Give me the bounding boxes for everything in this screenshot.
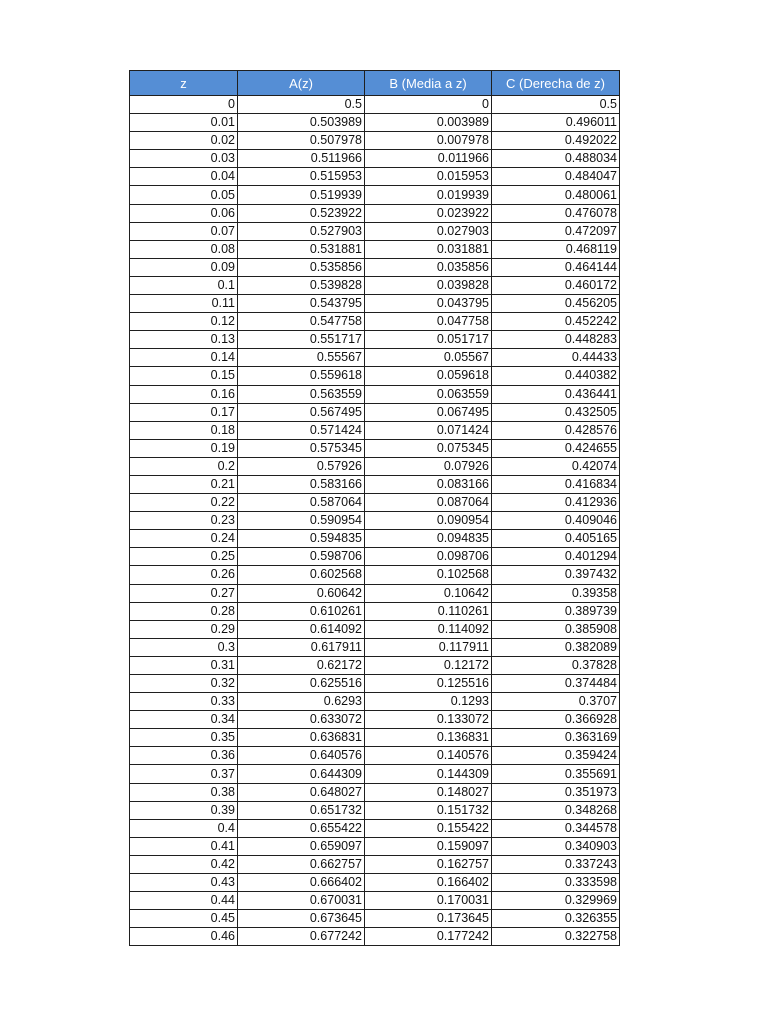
cell-c[interactable]: 0.496011 bbox=[492, 114, 620, 132]
cell-z[interactable]: 0.35 bbox=[130, 729, 238, 747]
cell-a[interactable]: 0.610261 bbox=[238, 602, 365, 620]
table-row bbox=[130, 349, 620, 367]
cell-a[interactable]: 0.670031 bbox=[238, 892, 365, 910]
cell-a[interactable]: 0.547758 bbox=[238, 313, 365, 331]
table-row bbox=[130, 910, 620, 928]
cell-z[interactable]: 0.44 bbox=[130, 892, 238, 910]
table-row bbox=[130, 494, 620, 512]
cell-z[interactable]: 0.38 bbox=[130, 783, 238, 801]
cell-c[interactable]: 0.344578 bbox=[492, 819, 620, 837]
cell-c[interactable]: 0.484047 bbox=[492, 168, 620, 186]
cell-c[interactable]: 0.3707 bbox=[492, 693, 620, 711]
cell-b[interactable]: 0.133072 bbox=[365, 711, 492, 729]
cell-b[interactable]: 0.075345 bbox=[365, 439, 492, 457]
cell-z[interactable]: 0.36 bbox=[130, 747, 238, 765]
cell-c[interactable]: 0.440382 bbox=[492, 367, 620, 385]
table-row bbox=[130, 819, 620, 837]
cell-b[interactable]: 0.019939 bbox=[365, 186, 492, 204]
cell-c[interactable]: 0.401294 bbox=[492, 548, 620, 566]
cell-c[interactable]: 0.448283 bbox=[492, 331, 620, 349]
cell-z[interactable]: 0.16 bbox=[130, 385, 238, 403]
cell-z[interactable]: 0.08 bbox=[130, 240, 238, 258]
cell-a[interactable]: 0.617911 bbox=[238, 638, 365, 656]
cell-b[interactable]: 0.039828 bbox=[365, 276, 492, 294]
column-header-b[interactable]: B (Media a z) bbox=[365, 71, 492, 96]
table-row bbox=[130, 168, 620, 186]
table-row bbox=[130, 457, 620, 475]
table-header bbox=[130, 71, 620, 96]
table-row bbox=[130, 837, 620, 855]
cell-c[interactable]: 0.405165 bbox=[492, 530, 620, 548]
cell-a[interactable]: 0.57926 bbox=[238, 457, 365, 475]
cell-z[interactable]: 0.22 bbox=[130, 494, 238, 512]
cell-c[interactable]: 0.456205 bbox=[492, 295, 620, 313]
header-row bbox=[130, 71, 620, 96]
cell-a[interactable]: 0.523922 bbox=[238, 204, 365, 222]
table-row bbox=[130, 96, 620, 114]
cell-a[interactable]: 0.527903 bbox=[238, 222, 365, 240]
cell-c[interactable]: 0.432505 bbox=[492, 403, 620, 421]
cell-c[interactable]: 0.351973 bbox=[492, 783, 620, 801]
cell-c[interactable]: 0.37828 bbox=[492, 656, 620, 674]
cell-a[interactable]: 0.515953 bbox=[238, 168, 365, 186]
cell-b[interactable]: 0.110261 bbox=[365, 602, 492, 620]
cell-b[interactable]: 0.043795 bbox=[365, 295, 492, 313]
cell-z[interactable]: 0.32 bbox=[130, 675, 238, 693]
cell-a[interactable]: 0.590954 bbox=[238, 512, 365, 530]
cell-a[interactable]: 0.531881 bbox=[238, 240, 365, 258]
table-row bbox=[130, 855, 620, 873]
cell-c[interactable]: 0.5 bbox=[492, 96, 620, 114]
table-row bbox=[130, 765, 620, 783]
cell-b[interactable]: 0.155422 bbox=[365, 819, 492, 837]
cell-c[interactable]: 0.374484 bbox=[492, 675, 620, 693]
table-row bbox=[130, 240, 620, 258]
cell-a[interactable]: 0.662757 bbox=[238, 855, 365, 873]
table-row bbox=[130, 693, 620, 711]
table-row bbox=[130, 711, 620, 729]
cell-c[interactable]: 0.416834 bbox=[492, 475, 620, 493]
cell-a[interactable]: 0.666402 bbox=[238, 874, 365, 892]
cell-c[interactable]: 0.488034 bbox=[492, 150, 620, 168]
cell-z[interactable]: 0.12 bbox=[130, 313, 238, 331]
cell-z[interactable]: 0.21 bbox=[130, 475, 238, 493]
cell-c[interactable]: 0.436441 bbox=[492, 385, 620, 403]
cell-b[interactable]: 0.083166 bbox=[365, 475, 492, 493]
table-row bbox=[130, 892, 620, 910]
cell-b[interactable]: 0.144309 bbox=[365, 765, 492, 783]
cell-b[interactable]: 0.090954 bbox=[365, 512, 492, 530]
cell-b[interactable]: 0.117911 bbox=[365, 638, 492, 656]
cell-z[interactable]: 0.41 bbox=[130, 837, 238, 855]
table-row bbox=[130, 783, 620, 801]
cell-a[interactable]: 0.598706 bbox=[238, 548, 365, 566]
cell-z[interactable]: 0.33 bbox=[130, 693, 238, 711]
table-row bbox=[130, 530, 620, 548]
cell-z[interactable]: 0.24 bbox=[130, 530, 238, 548]
cell-a[interactable]: 0.640576 bbox=[238, 747, 365, 765]
table-row bbox=[130, 150, 620, 168]
table-row bbox=[130, 548, 620, 566]
cell-b[interactable]: 0.07926 bbox=[365, 457, 492, 475]
cell-c[interactable]: 0.460172 bbox=[492, 276, 620, 294]
cell-c[interactable]: 0.464144 bbox=[492, 258, 620, 276]
cell-c[interactable]: 0.452242 bbox=[492, 313, 620, 331]
cell-b[interactable]: 0.151732 bbox=[365, 801, 492, 819]
cell-z[interactable]: 0.17 bbox=[130, 403, 238, 421]
cell-c[interactable]: 0.476078 bbox=[492, 204, 620, 222]
cell-z[interactable]: 0.34 bbox=[130, 711, 238, 729]
cell-b[interactable]: 0.094835 bbox=[365, 530, 492, 548]
cell-a[interactable]: 0.625516 bbox=[238, 675, 365, 693]
cell-b[interactable]: 0.003989 bbox=[365, 114, 492, 132]
table-row bbox=[130, 385, 620, 403]
cell-b[interactable]: 0.148027 bbox=[365, 783, 492, 801]
cell-z[interactable]: 0.09 bbox=[130, 258, 238, 276]
cell-b[interactable]: 0.063559 bbox=[365, 385, 492, 403]
cell-a[interactable]: 0.563559 bbox=[238, 385, 365, 403]
cell-b[interactable]: 0.12172 bbox=[365, 656, 492, 674]
table-row bbox=[130, 222, 620, 240]
cell-z[interactable]: 0.13 bbox=[130, 331, 238, 349]
cell-z[interactable]: 0.03 bbox=[130, 150, 238, 168]
cell-z[interactable]: 0.15 bbox=[130, 367, 238, 385]
cell-c[interactable]: 0.340903 bbox=[492, 837, 620, 855]
table-row bbox=[130, 620, 620, 638]
cell-z[interactable]: 0.4 bbox=[130, 819, 238, 837]
cell-b[interactable]: 0.159097 bbox=[365, 837, 492, 855]
table-row bbox=[130, 204, 620, 222]
cell-a[interactable]: 0.535856 bbox=[238, 258, 365, 276]
cell-c[interactable]: 0.472097 bbox=[492, 222, 620, 240]
cell-b[interactable]: 0.1293 bbox=[365, 693, 492, 711]
cell-c[interactable]: 0.468119 bbox=[492, 240, 620, 258]
cell-a[interactable]: 0.633072 bbox=[238, 711, 365, 729]
cell-c[interactable]: 0.492022 bbox=[492, 132, 620, 150]
cell-b[interactable]: 0.059618 bbox=[365, 367, 492, 385]
cell-a[interactable]: 0.651732 bbox=[238, 801, 365, 819]
table-row bbox=[130, 403, 620, 421]
table-row bbox=[130, 584, 620, 602]
cell-b[interactable]: 0.031881 bbox=[365, 240, 492, 258]
cell-c[interactable]: 0.359424 bbox=[492, 747, 620, 765]
cell-c[interactable]: 0.385908 bbox=[492, 620, 620, 638]
cell-z[interactable]: 0.27 bbox=[130, 584, 238, 602]
cell-z[interactable]: 0.46 bbox=[130, 928, 238, 946]
cell-z[interactable]: 0.45 bbox=[130, 910, 238, 928]
cell-b[interactable]: 0.05567 bbox=[365, 349, 492, 367]
cell-c[interactable]: 0.44433 bbox=[492, 349, 620, 367]
cell-a[interactable]: 0.594835 bbox=[238, 530, 365, 548]
cell-b[interactable]: 0.071424 bbox=[365, 421, 492, 439]
cell-c[interactable]: 0.412936 bbox=[492, 494, 620, 512]
table-row bbox=[130, 114, 620, 132]
cell-c[interactable]: 0.348268 bbox=[492, 801, 620, 819]
cell-b[interactable]: 0.170031 bbox=[365, 892, 492, 910]
cell-a[interactable]: 0.511966 bbox=[238, 150, 365, 168]
table-body bbox=[130, 96, 620, 946]
cell-z[interactable]: 0.07 bbox=[130, 222, 238, 240]
cell-b[interactable]: 0.098706 bbox=[365, 548, 492, 566]
cell-z[interactable]: 0.25 bbox=[130, 548, 238, 566]
cell-z[interactable]: 0.3 bbox=[130, 638, 238, 656]
cell-a[interactable]: 0.55567 bbox=[238, 349, 365, 367]
table-row bbox=[130, 656, 620, 674]
cell-a[interactable]: 0.62172 bbox=[238, 656, 365, 674]
cell-c[interactable]: 0.424655 bbox=[492, 439, 620, 457]
cell-a[interactable]: 0.614092 bbox=[238, 620, 365, 638]
cell-z[interactable]: 0.11 bbox=[130, 295, 238, 313]
cell-b[interactable]: 0.047758 bbox=[365, 313, 492, 331]
cell-c[interactable]: 0.326355 bbox=[492, 910, 620, 928]
table-row bbox=[130, 276, 620, 294]
cell-b[interactable]: 0.114092 bbox=[365, 620, 492, 638]
cell-b[interactable]: 0.140576 bbox=[365, 747, 492, 765]
cell-c[interactable]: 0.389739 bbox=[492, 602, 620, 620]
cell-a[interactable]: 0.602568 bbox=[238, 566, 365, 584]
cell-z[interactable]: 0.02 bbox=[130, 132, 238, 150]
cell-c[interactable]: 0.329969 bbox=[492, 892, 620, 910]
cell-c[interactable]: 0.366928 bbox=[492, 711, 620, 729]
cell-c[interactable]: 0.382089 bbox=[492, 638, 620, 656]
table-row bbox=[130, 638, 620, 656]
cell-a[interactable]: 0.659097 bbox=[238, 837, 365, 855]
table-row bbox=[130, 602, 620, 620]
cell-c[interactable]: 0.42074 bbox=[492, 457, 620, 475]
cell-z[interactable]: 0 bbox=[130, 96, 238, 114]
spreadsheet-sheet bbox=[129, 70, 619, 946]
cell-a[interactable]: 0.507978 bbox=[238, 132, 365, 150]
table-row bbox=[130, 874, 620, 892]
cell-b[interactable]: 0.023922 bbox=[365, 204, 492, 222]
table-row bbox=[130, 367, 620, 385]
cell-a[interactable]: 0.677242 bbox=[238, 928, 365, 946]
table-row bbox=[130, 331, 620, 349]
cell-z[interactable]: 0.23 bbox=[130, 512, 238, 530]
table-row bbox=[130, 566, 620, 584]
cell-a[interactable]: 0.648027 bbox=[238, 783, 365, 801]
cell-c[interactable]: 0.363169 bbox=[492, 729, 620, 747]
cell-a[interactable]: 0.6293 bbox=[238, 693, 365, 711]
z-table bbox=[129, 70, 620, 946]
cell-a[interactable]: 0.673645 bbox=[238, 910, 365, 928]
column-header-a[interactable]: A(z) bbox=[238, 71, 365, 96]
cell-z[interactable]: 0.06 bbox=[130, 204, 238, 222]
cell-b[interactable]: 0.067495 bbox=[365, 403, 492, 421]
cell-b[interactable]: 0.051717 bbox=[365, 331, 492, 349]
table-row bbox=[130, 313, 620, 331]
cell-c[interactable]: 0.409046 bbox=[492, 512, 620, 530]
column-header-z[interactable]: z bbox=[130, 71, 238, 96]
table-row bbox=[130, 729, 620, 747]
cell-z[interactable]: 0.39 bbox=[130, 801, 238, 819]
table-row bbox=[130, 512, 620, 530]
cell-a[interactable]: 0.539828 bbox=[238, 276, 365, 294]
cell-b[interactable]: 0.007978 bbox=[365, 132, 492, 150]
cell-a[interactable]: 0.567495 bbox=[238, 403, 365, 421]
cell-b[interactable]: 0.015953 bbox=[365, 168, 492, 186]
cell-z[interactable]: 0.26 bbox=[130, 566, 238, 584]
cell-c[interactable]: 0.322758 bbox=[492, 928, 620, 946]
cell-a[interactable]: 0.519939 bbox=[238, 186, 365, 204]
cell-z[interactable]: 0.04 bbox=[130, 168, 238, 186]
table-row bbox=[130, 132, 620, 150]
cell-b[interactable]: 0.162757 bbox=[365, 855, 492, 873]
cell-a[interactable]: 0.636831 bbox=[238, 729, 365, 747]
table-row bbox=[130, 675, 620, 693]
cell-b[interactable]: 0.10642 bbox=[365, 584, 492, 602]
cell-z[interactable]: 0.1 bbox=[130, 276, 238, 294]
cell-b[interactable]: 0.173645 bbox=[365, 910, 492, 928]
cell-a[interactable]: 0.559618 bbox=[238, 367, 365, 385]
cell-a[interactable]: 0.503989 bbox=[238, 114, 365, 132]
table-row bbox=[130, 421, 620, 439]
table-row bbox=[130, 928, 620, 946]
cell-b[interactable]: 0.177242 bbox=[365, 928, 492, 946]
cell-c[interactable]: 0.355691 bbox=[492, 765, 620, 783]
cell-c[interactable]: 0.337243 bbox=[492, 855, 620, 873]
cell-z[interactable]: 0.42 bbox=[130, 855, 238, 873]
cell-a[interactable]: 0.543795 bbox=[238, 295, 365, 313]
table-row bbox=[130, 439, 620, 457]
cell-b[interactable]: 0.087064 bbox=[365, 494, 492, 512]
cell-z[interactable]: 0.2 bbox=[130, 457, 238, 475]
cell-c[interactable]: 0.333598 bbox=[492, 874, 620, 892]
cell-b[interactable]: 0.166402 bbox=[365, 874, 492, 892]
cell-z[interactable]: 0.28 bbox=[130, 602, 238, 620]
cell-b[interactable]: 0.102568 bbox=[365, 566, 492, 584]
table-row bbox=[130, 801, 620, 819]
cell-a[interactable]: 0.551717 bbox=[238, 331, 365, 349]
cell-z[interactable]: 0.37 bbox=[130, 765, 238, 783]
cell-a[interactable]: 0.575345 bbox=[238, 439, 365, 457]
column-header-c[interactable]: C (Derecha de z) bbox=[492, 71, 620, 96]
cell-b[interactable]: 0 bbox=[365, 96, 492, 114]
cell-b[interactable]: 0.027903 bbox=[365, 222, 492, 240]
table-row bbox=[130, 747, 620, 765]
cell-z[interactable]: 0.31 bbox=[130, 656, 238, 674]
table-row bbox=[130, 186, 620, 204]
cell-b[interactable]: 0.035856 bbox=[365, 258, 492, 276]
cell-b[interactable]: 0.136831 bbox=[365, 729, 492, 747]
cell-c[interactable]: 0.397432 bbox=[492, 566, 620, 584]
table-row bbox=[130, 475, 620, 493]
cell-a[interactable]: 0.571424 bbox=[238, 421, 365, 439]
cell-c[interactable]: 0.39358 bbox=[492, 584, 620, 602]
cell-a[interactable]: 0.644309 bbox=[238, 765, 365, 783]
cell-z[interactable]: 0.14 bbox=[130, 349, 238, 367]
cell-a[interactable]: 0.583166 bbox=[238, 475, 365, 493]
cell-z[interactable]: 0.18 bbox=[130, 421, 238, 439]
cell-a[interactable]: 0.5 bbox=[238, 96, 365, 114]
cell-a[interactable]: 0.655422 bbox=[238, 819, 365, 837]
cell-z[interactable]: 0.19 bbox=[130, 439, 238, 457]
cell-z[interactable]: 0.43 bbox=[130, 874, 238, 892]
cell-b[interactable]: 0.125516 bbox=[365, 675, 492, 693]
cell-z[interactable]: 0.29 bbox=[130, 620, 238, 638]
cell-z[interactable]: 0.05 bbox=[130, 186, 238, 204]
cell-b[interactable]: 0.011966 bbox=[365, 150, 492, 168]
cell-z[interactable]: 0.01 bbox=[130, 114, 238, 132]
table-row bbox=[130, 258, 620, 276]
cell-a[interactable]: 0.60642 bbox=[238, 584, 365, 602]
cell-c[interactable]: 0.480061 bbox=[492, 186, 620, 204]
cell-c[interactable]: 0.428576 bbox=[492, 421, 620, 439]
cell-a[interactable]: 0.587064 bbox=[238, 494, 365, 512]
table-row bbox=[130, 295, 620, 313]
